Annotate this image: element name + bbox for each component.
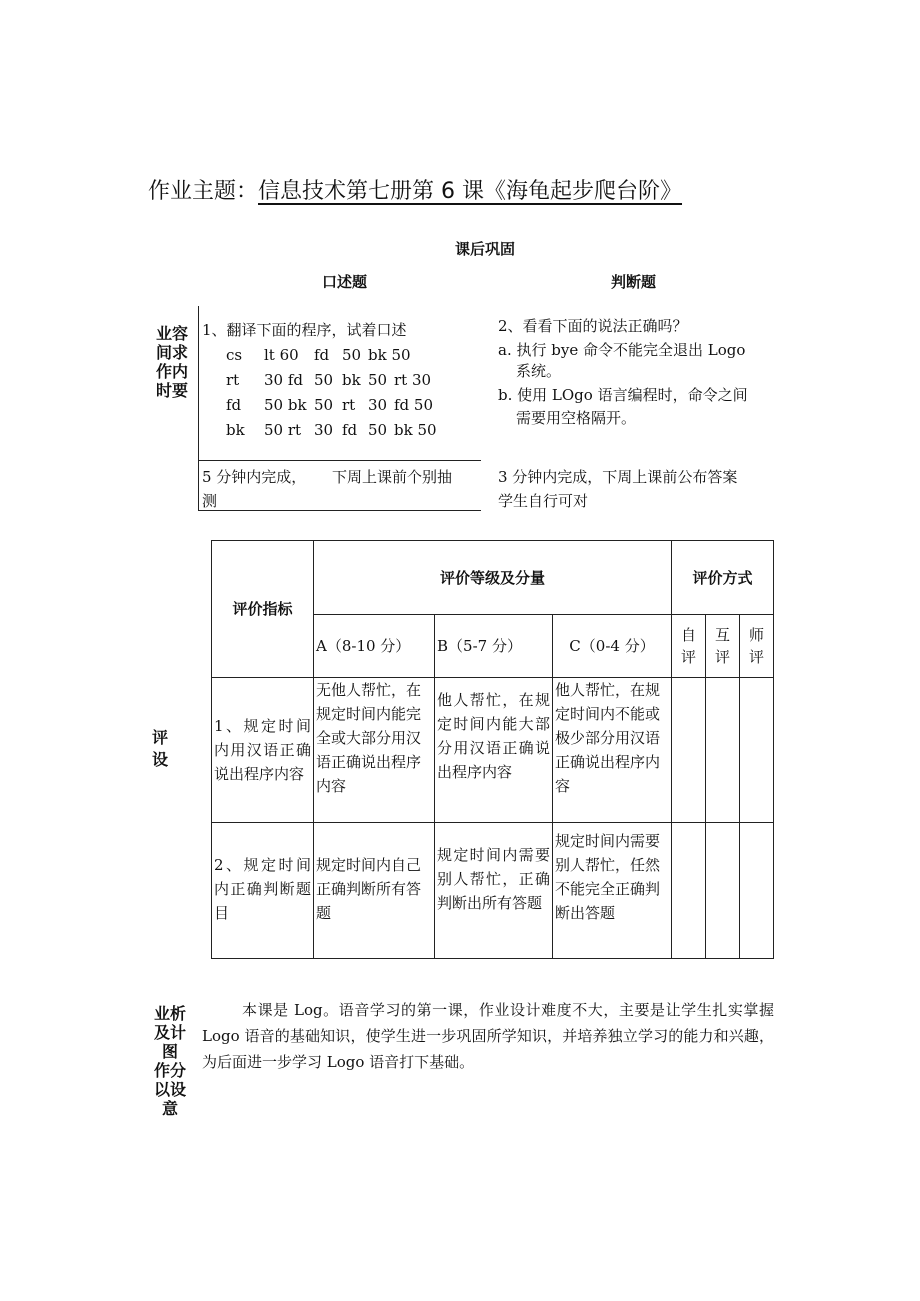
oral-box-divider bbox=[198, 460, 481, 461]
evaluation-table bbox=[211, 540, 774, 959]
row1-grade-a: 无他人帮忙，在规定时间内能完全或大部分用汉语正确说出程序内容 bbox=[314, 678, 435, 823]
row2-teacher-cell bbox=[740, 823, 774, 959]
judge-item-a-line2: 系统。 bbox=[516, 362, 562, 380]
row2-grade-a: 规定时间内自己正确判断所有答题 bbox=[314, 823, 435, 959]
judge-item-b-line2: 需要用空格隔开。 bbox=[516, 409, 637, 427]
side-label-line: 作分 bbox=[154, 1061, 187, 1080]
code-token: bk 50 bbox=[368, 346, 411, 364]
judge-task-intro: 2、看看下面的说法正确吗？ bbox=[498, 317, 688, 335]
grade-c-header: C（0-4 分） bbox=[553, 615, 672, 678]
title-main: 信息技术第七册第 6 课《海龟起步爬台阶》 bbox=[258, 179, 683, 204]
code-token: rt bbox=[226, 371, 240, 389]
title-prefix: 作业主题： bbox=[148, 179, 259, 204]
row1-teacher-cell bbox=[740, 678, 774, 823]
self-eval-header: 自评 bbox=[672, 615, 706, 678]
judge-time-line1: 3 分钟内完成，下周上课前公布答案 bbox=[498, 468, 738, 486]
row2-peer-cell bbox=[706, 823, 740, 959]
analysis-paragraph: 本课是 Log。语音学习的第一课，作业设计难度不大，主要是让学生扎实掌握 Logo 语音的基础知识，使学生进一步巩固所学知识，并培养独立学习的能力和兴趣，为后面进一步学习 Logo 语音打下基础。 bbox=[202, 1001, 774, 1071]
side-label-line: 意 bbox=[162, 1099, 179, 1118]
side-label-line: 设 bbox=[152, 750, 169, 769]
page-title bbox=[148, 174, 682, 205]
code-token: 50 bbox=[314, 371, 334, 389]
grade-b-header: B（5-7 分） bbox=[435, 615, 553, 678]
row1-indicator: 1、规定时间内用汉语正确说出程序内容 bbox=[212, 678, 314, 823]
row1-grade-b: 他人帮忙，在规定时间内能大部分用汉语正确说出程序内容 bbox=[435, 678, 553, 823]
oral-column-heading: 口述题 bbox=[322, 273, 368, 291]
method-header: 评价方式 bbox=[672, 541, 774, 615]
grade-a-header: A（8-10 分） bbox=[314, 615, 435, 678]
code-token: lt 60 bbox=[264, 346, 299, 364]
side-label-line: 业析 bbox=[154, 1004, 187, 1023]
side-label-line: 时要 bbox=[156, 381, 189, 400]
code-token: bk bbox=[226, 421, 245, 439]
peer-eval-header: 互评 bbox=[706, 615, 740, 678]
code-token: rt 30 bbox=[394, 371, 432, 389]
code-token: fd bbox=[226, 396, 242, 414]
side-label-line: 业容 bbox=[156, 324, 189, 343]
side-label-line: 图 bbox=[162, 1042, 179, 1061]
section-heading: 课后巩固 bbox=[455, 240, 516, 258]
code-token: 50 bbox=[368, 371, 388, 389]
side-label-analysis bbox=[154, 1004, 186, 1118]
judge-time-line2: 学生自行可对 bbox=[498, 492, 589, 510]
code-token: rt bbox=[342, 396, 356, 414]
judge-item-a-line1: a. 执行 bye 命令不能完全退出 Logo bbox=[498, 341, 746, 359]
row1-grade-c: 他人帮忙，在规定时间内不能或极少部分用汉语正确说出程序内容 bbox=[553, 678, 672, 823]
side-label-content bbox=[156, 324, 188, 400]
code-token: 50 bbox=[314, 396, 334, 414]
oral-time-right: 下周上课前个别抽 bbox=[332, 468, 453, 486]
side-label-line: 及计 bbox=[154, 1023, 187, 1042]
code-token: 30 bbox=[314, 421, 334, 439]
code-token: bk 50 bbox=[394, 421, 437, 439]
code-token: 30 fd bbox=[264, 371, 304, 389]
teacher-eval-header: 师评 bbox=[740, 615, 774, 678]
table-row bbox=[212, 678, 774, 823]
row2-grade-c: 规定时间内需要别人帮忙，任然不能完全正确判断出答题 bbox=[553, 823, 672, 959]
side-label-line: 间求 bbox=[156, 343, 189, 362]
code-token: fd 50 bbox=[394, 396, 434, 414]
code-token: 30 bbox=[368, 396, 388, 414]
grade-header: 评价等级及分量 bbox=[314, 541, 672, 615]
row2-grade-b: 规定时间内需要别人帮忙，正确判断出所有答题 bbox=[435, 823, 553, 959]
row2-indicator: 2、规定时间内正确判断题目 bbox=[212, 823, 314, 959]
row1-self-cell bbox=[672, 678, 706, 823]
judge-column-heading: 判断题 bbox=[611, 273, 657, 291]
judge-item-b-line1: b. 使用 LOgo 语言编程时，命令之间 bbox=[498, 386, 748, 404]
side-label-line: 以设 bbox=[154, 1080, 187, 1099]
code-token: 50 rt bbox=[264, 421, 302, 439]
row2-self-cell bbox=[672, 823, 706, 959]
row1-peer-cell bbox=[706, 678, 740, 823]
oral-task-intro: 1、翻译下面的程序，试着口述 bbox=[202, 321, 407, 339]
oral-box-left-border bbox=[198, 306, 199, 511]
side-label-evaluation bbox=[152, 727, 168, 771]
side-label-line: 评 bbox=[152, 728, 169, 747]
side-label-line: 作内 bbox=[156, 362, 189, 381]
indicator-header: 评价指标 bbox=[212, 541, 314, 678]
code-token: fd bbox=[342, 421, 358, 439]
code-token: cs bbox=[226, 346, 243, 364]
oral-time-left: 5 分钟内完成， bbox=[202, 468, 307, 486]
oral-time-cont: 测 bbox=[202, 492, 218, 510]
oral-box-bottom-border bbox=[198, 510, 481, 511]
code-token: 50 bbox=[368, 421, 388, 439]
code-token: bk bbox=[342, 371, 361, 389]
table-header-row bbox=[212, 541, 774, 615]
code-token: 50 bbox=[342, 346, 362, 364]
code-token: fd bbox=[314, 346, 330, 364]
code-token: 50 bk bbox=[264, 396, 307, 414]
table-row bbox=[212, 823, 774, 959]
